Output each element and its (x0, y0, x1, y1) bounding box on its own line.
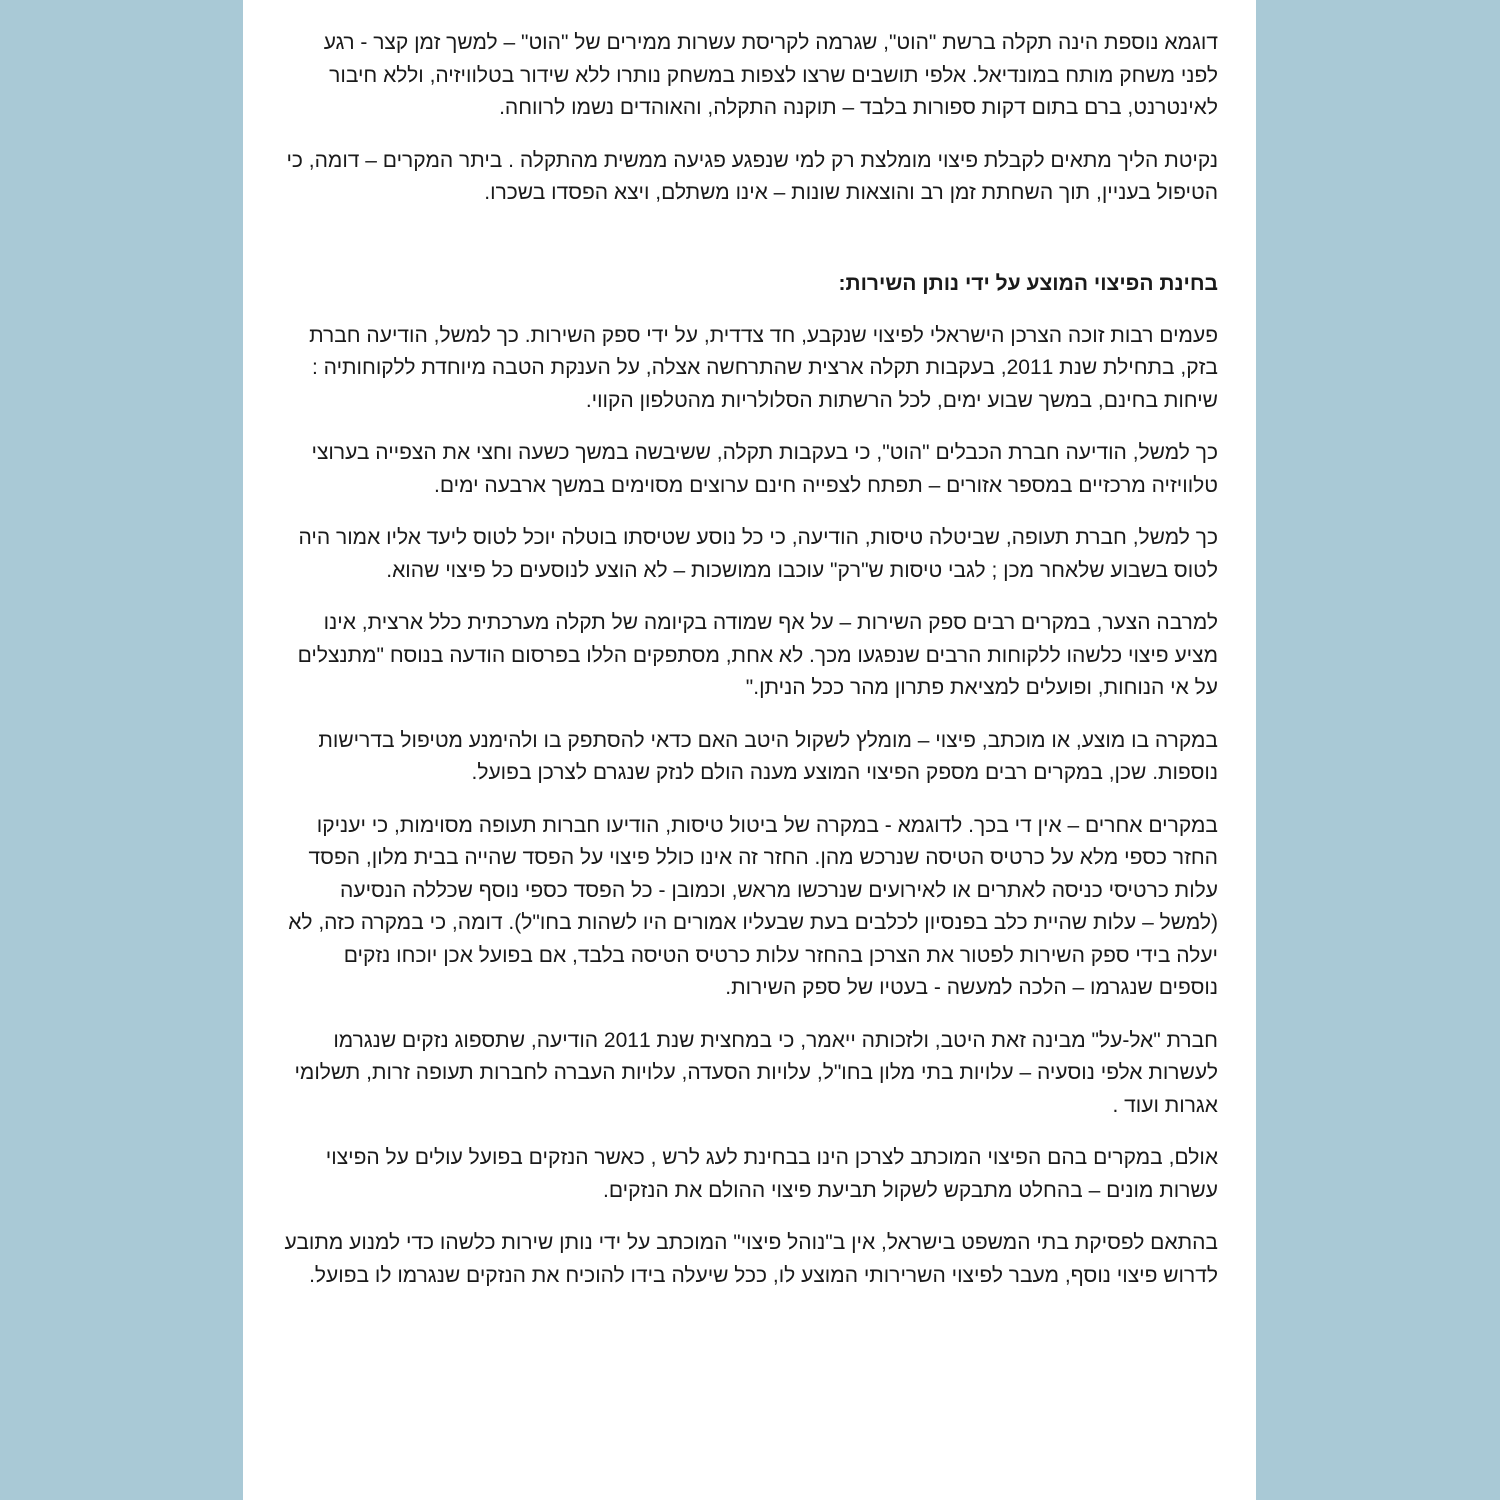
paragraph-bezeq: פעמים רבות זוכה הצרכן הישראלי לפיצוי שנקבע, חד צדדית, על ידי ספק השירות. כך למשל, הודיעה חברת בזק, בתחילת שנת 2011, בעקבות תקלה ארצית שהתרחשה אצלה, על הענקת הטבה מיוחדת ללקוחותיה : שיחות בחינם, במשך שבוע ימים, לכל הרשתות הסלולריות מהטלפון הקווי. (309, 323, 1218, 412)
paragraph-el-al: חברת "אל-על" מבינה זאת היטב, ולזכותה ייאמר, כי במחצית שנת 2011 הודיעה, שתספוג נזקים שנגרמו לעשרות אלפי נוסעיה – עלויות בתי מלון בחו"ל, עלויות הסעדה, עלויות העברה לחברות תעופה זרות, תשלומי אגרות ועוד . (294, 1028, 1218, 1117)
paragraph-consider-offer: במקרה בו מוצע, או מוכתב, פיצוי – מומלץ לשקול היטב האם כדאי להסתפק בו ולהימנע מטיפול בדרישות נוספות. שכן, במקרים רבים מספק הפיצוי המוצע מענה הולם לנזק שנגרם לצרכן בפועל. (318, 728, 1218, 784)
paragraph-other-cases: במקרים אחרים – אין די בכך. לדוגמא - במקרה של ביטול טיסות, הודיעו חברות תעופה מסוימות, כי יעניקו החזר כספי מלא על כרטיס הטיסה שנרכש מהן. החזר זה אינו כולל פיצוי על הפסד שהייה בבית מלון, הפסד עלות כרטיסי כניסה לאתרים או לאירועים שנרכשו מראש, וכמובן - כל הפסד כספי נוסף שכללה הנסיעה (למשל – עלות שהיית כלב בפנסיון לכלבים בעת שבעליו אמורים היו לשהות בחו"ל). דומה, כי במקרה כזה, לא יעלה בידי ספק השירות לפטור את הצרכן בהחזר עלות כרטיס הטיסה בלבד, אם בפועל אכן יוכחו נזקים נוספים שנגרמו – הלכה למעשה - בעטיו של ספק השירות. (288, 813, 1218, 999)
paragraph-court-ruling: בהתאם לפסיקת בתי המשפט בישראל, אין ב"נוהל פיצוי" המוכתב על ידי נותן שירות כלשהו כדי למנוע מתובע לדרוש פיצוי נוסף, מעבר לפיצוי השרירותי המוצע לו, ככל שיעלה בידו להוכיח את הנזקים שנגרמו לו בפועל. (284, 1231, 1218, 1287)
section-heading: בחינת הפיצוי המוצע על ידי נותן השירות: (838, 271, 1218, 295)
paragraph-mockery: אולם, במקרים בהם הפיצוי המוכתב לצרכן הינו בבחינת לעג לרש , כאשר הנזקים בפועל עולים על הפיצוי עשרות מונים – בהחלט מתבקש לשקול תביעת פיצוי ההולם את הנזקים. (325, 1146, 1218, 1202)
document-page (243, 0, 1256, 1500)
paragraph-airline: כך למשל, חברת תעופה, שביטלה טיסות, הודיעה, כי כל נוסע שטיסתו בוטלה יוכל לטוס ליעד אליו אמור היה לטוס בשבוע שלאחר מכן ; לגבי טיסות ש"רק" עוכבו ממושכות – לא הוצע לנוסעים כל פיצוי שהוא. (298, 526, 1218, 582)
paragraph-no-compensation: למרבה הצער, במקרים רבים ספק השירות – על אף שמודה בקיומה של תקלה מערכתית כלל ארצית, אינו מציע פיצוי כלשהו ללקוחות הרבים שנפגעו מכך. לא אחת, מסתפקים הללו בפרסום הודעה בנוסח "מתנצלים על אי הנוחות, ופועלים למציאת פתרון מהר ככל הניתן." (297, 611, 1218, 699)
paragraph-hot-outage: דוגמא נוספת הינה תקלה ברשת "הוט", שגרמה לקריסת עשרות ממירים של "הוט" – למשך זמן קצר - רגע לפני משחק מותח במונדיאל. אלפי תושבים שרצו לצפות במשחק נותרו ללא שידור בטלוויזיה, וללא חיבור לאינטרנט, ברם בתום דקות ספורות בלבד – תוקנה התקלה, והאוהדים נשמו לרווחה. (323, 31, 1218, 119)
paragraph-compensation-advice: נקיטת הליך מתאים לקבלת פיצוי מומלצת רק למי שנפגע פגיעה ממשית מהתקלה . ביתר המקרים – דומה, כי הטיפול בעניין, תוך השחתת זמן רב והוצאות שונות – אינו משתלם, ויצא הפסדו בשכרו. (286, 148, 1218, 204)
paragraph-hot-cables: כך למשל, הודיעה חברת הכבלים "הוט", כי בעקבות תקלה, ששיבשה במשך כשעה וחצי את הצפייה בערוצי טלוויזיה מרכזיים במספר אזורים – תפתח לצפייה חינם ערוצים מסוימים במשך ארבעה ימים. (311, 441, 1218, 497)
